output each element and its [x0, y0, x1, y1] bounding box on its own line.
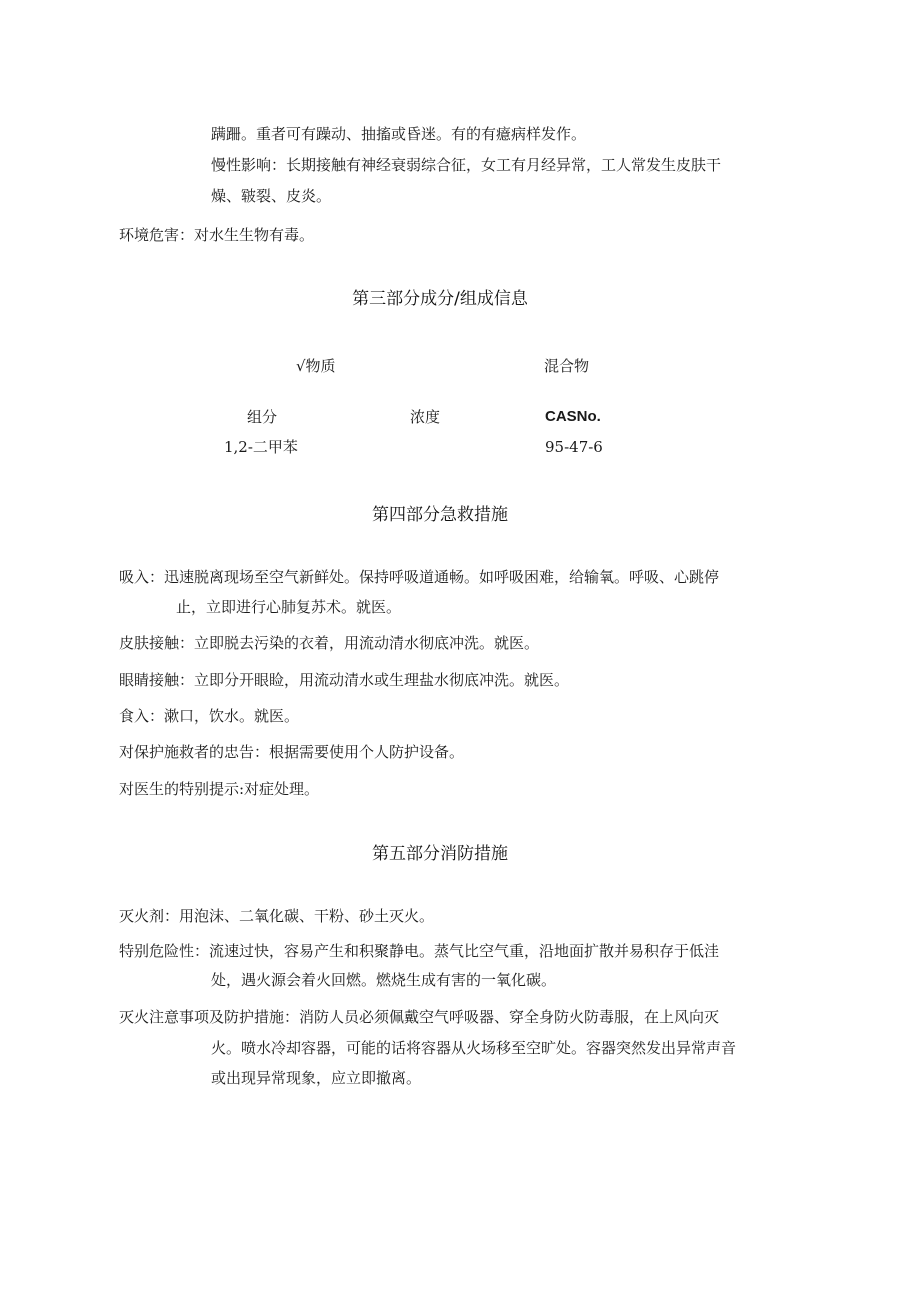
inhalation-line-2: 止，立即进行心肺复苏术。就医。 [176, 598, 402, 616]
section4-title: 第四部分急救措施 [372, 505, 508, 525]
health-hazard-line-1: 蹒跚。重者可有躁动、抽搐或昏迷。有的有癔病样发作。 [211, 125, 587, 143]
skin-contact: 皮肤接触：立即脱去污染的衣着，用流动清水彻底冲洗。就医。 [119, 634, 540, 652]
rescuer-advice: 对保护施救者的忠告：根据需要使用个人防护设备。 [119, 743, 465, 761]
environmental-hazard: 环境危害：对水生生物有毒。 [119, 226, 315, 244]
mixture-label: 混合物 [544, 357, 590, 375]
precautions-line-2: 火。喷水冷却容器，可能的话将容器从火场移至空旷处。容器突然发出异常声音 [211, 1039, 737, 1057]
chronic-effects-line-1: 慢性影响：长期接触有神经衰弱综合征，女工有月经异常，工人常发生皮肤干 [211, 156, 722, 174]
section3-title: 第三部分成分/组成信息 [352, 289, 528, 309]
eye-contact: 眼睛接触：立即分开眼睑，用流动清水或生理盐水彻底冲洗。就医。 [119, 671, 570, 689]
component-cell: 1,2-二甲苯 [224, 438, 298, 456]
special-hazard-line-1: 特别危险性：流速过快，容易产生和积聚静电。蒸气比空气重，沿地面扩散并易积存于低洼 [119, 942, 720, 960]
section5-title: 第五部分消防措施 [372, 844, 508, 864]
doctor-note: 对医生的特别提示:对症处理。 [119, 780, 320, 798]
inhalation-line-1: 吸入：迅速脱离现场至空气新鲜处。保持呼吸道通畅。如呼吸困难，给输氧。呼吸、心跳停 [119, 568, 720, 586]
column-header-component: 组分 [247, 408, 278, 426]
special-hazard-line-2: 处，遇火源会着火回燃。燃烧生成有害的一氧化碳。 [211, 971, 557, 989]
extinguishing-media: 灭火剂：用泡沫、二氧化碳、干粉、砂土灭火。 [119, 907, 435, 925]
column-header-cas: CASNo. [545, 408, 601, 425]
precautions-line-3: 或出现异常现象，应立即撤离。 [211, 1069, 422, 1087]
ingestion: 食入：漱口，饮水。就医。 [119, 707, 300, 725]
precautions-line-1: 灭火注意事项及防护措施：消防人员必须佩戴空气呼吸器、穿全身防火防毒服，在上风向灭 [119, 1008, 720, 1026]
chronic-effects-line-2: 燥、皲裂、皮炎。 [211, 187, 332, 205]
substance-checkbox-label: √物质 [296, 357, 336, 375]
column-header-concentration: 浓度 [410, 408, 441, 426]
cas-cell: 95-47-6 [545, 438, 603, 456]
